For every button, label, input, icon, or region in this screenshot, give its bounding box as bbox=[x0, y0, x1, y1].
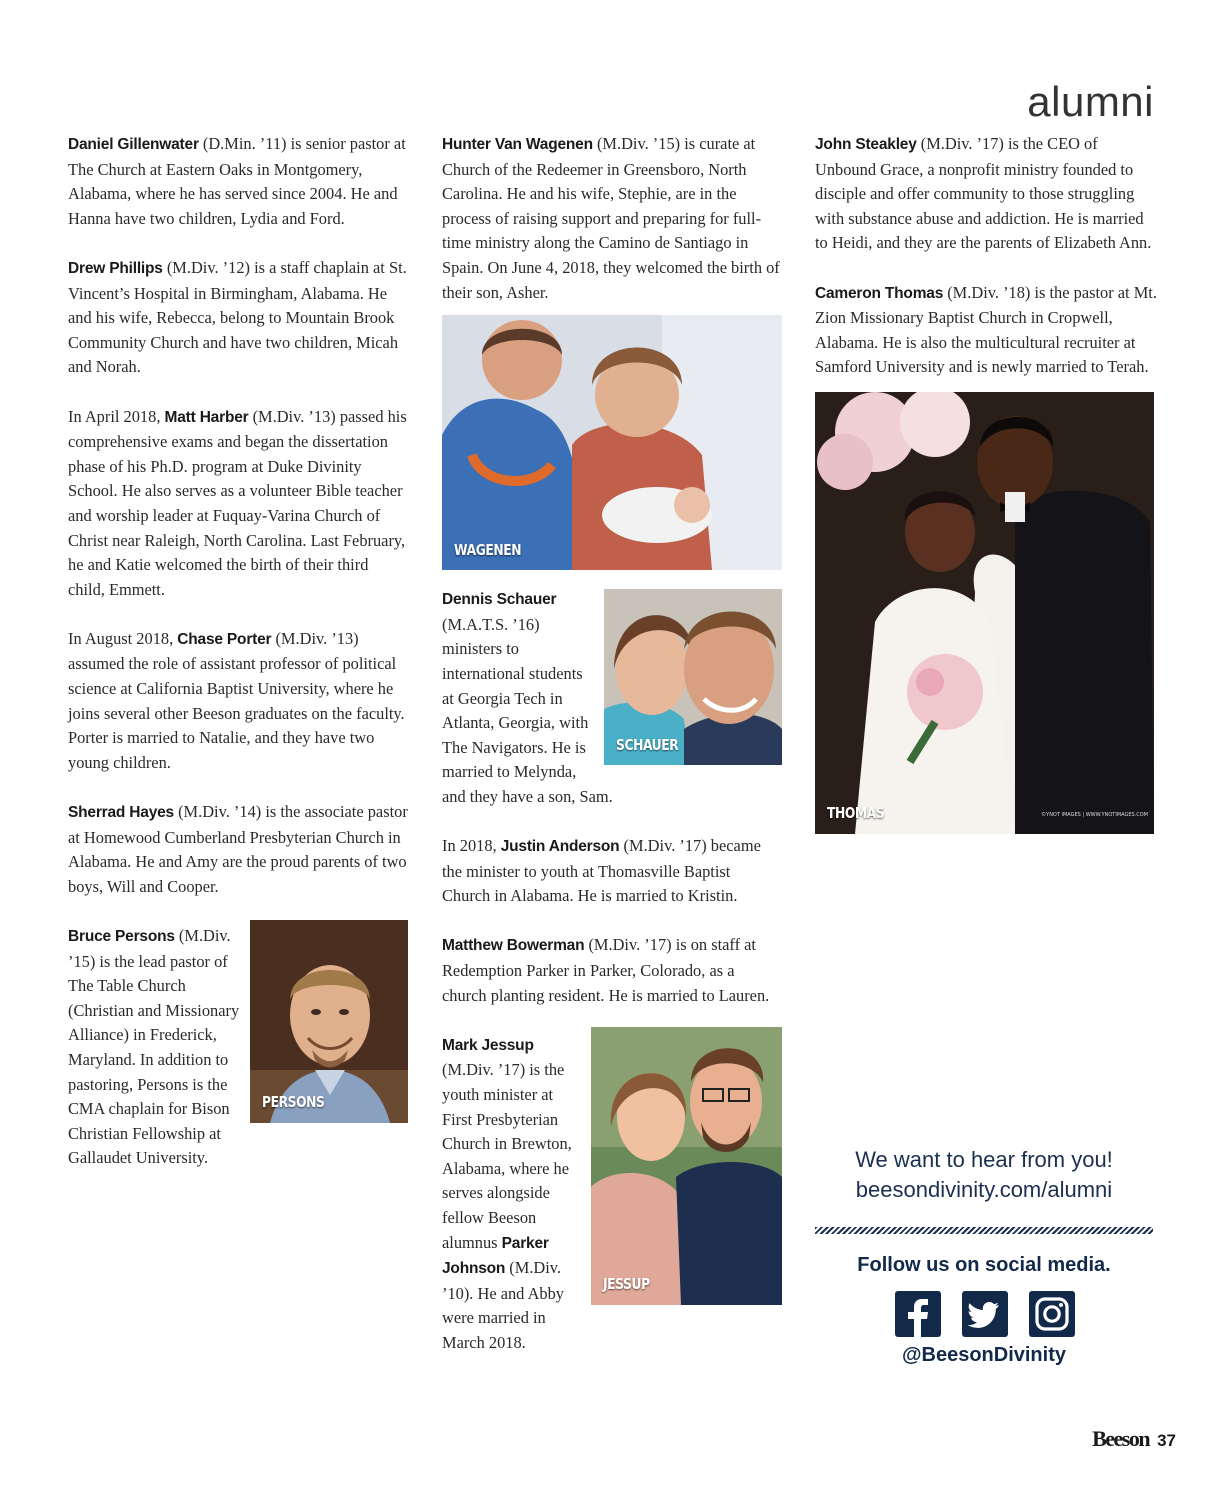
photo-caption: THOMAS bbox=[827, 804, 885, 823]
alumnus-name: Parker Johnson bbox=[442, 1234, 549, 1278]
alumnus-name: Matthew Bowerman bbox=[442, 937, 585, 955]
alumnus-name: Drew Phillips bbox=[68, 259, 163, 277]
photo-caption: SCHAUER bbox=[616, 735, 679, 754]
photo-caption: PERSONS bbox=[262, 1093, 325, 1112]
photo-persons bbox=[250, 920, 408, 1123]
hatched-divider bbox=[815, 1227, 1153, 1234]
entry-hayes bbox=[68, 800, 408, 899]
entry-text: (M.Div. ’17) is the youth minister at First Presbyterian Church in Brewton, Alabama, where he serves alongside fellow Beeson alumnus bbox=[442, 1060, 572, 1252]
entry-text: (M.Div. ’13) passed his comprehensive exams and began the dissertation phase of his Ph.D. program at Duke Divinity School. He also serves as a volunteer Bible teacher and worship leader at Fuquay-Varina Church of Christ near Raleigh, North Carolina. Last February, he and Katie welcomed the birth of their third child, Emmett. bbox=[68, 406, 407, 599]
entry-text: (M.Div. ’15) is the lead pastor of The Table Church (Christian and Missionary Alliance) in Frederick, Maryland. In addition to pastoring, Persons is the CMA chaplain for Bison Christian Fellowship at Gallaudet University. bbox=[68, 926, 240, 1168]
entry-harber bbox=[68, 405, 408, 603]
photo-thomas bbox=[815, 392, 1154, 834]
entry-wagenen bbox=[442, 132, 782, 305]
photo-credit: ©YNOT IMAGES | WWW.YNOTIMAGES.COM bbox=[1041, 812, 1148, 819]
entry-bowerman bbox=[442, 933, 782, 1008]
alumnus-name: Dennis Schauer bbox=[442, 591, 557, 609]
twitter-icon[interactable] bbox=[962, 1291, 1008, 1337]
entry-text: (M.Div. ’17) became the minister to youth at Thomasville Baptist Church in Alabama. He is married to Kristin. bbox=[442, 836, 761, 906]
social-handle[interactable]: @BeesonDivinity bbox=[902, 1344, 1066, 1366]
entry-text: (M.Div. ’10). He and Abby were married in March 2018. bbox=[442, 1258, 564, 1352]
alumnus-name: Matt Harber bbox=[164, 408, 249, 426]
photo-caption: WAGENEN bbox=[454, 540, 522, 559]
entry-text: (M.Div. ’13) assumed the role of assistant professor of political science at California Baptist University, where he joins several other Beeson graduates on the faculty. Porter is married to Natalie, and they have two young children. bbox=[68, 628, 405, 772]
instagram-icon[interactable] bbox=[1029, 1291, 1075, 1337]
alumnus-name: Justin Anderson bbox=[500, 838, 620, 856]
entry-phillips bbox=[68, 256, 408, 380]
page-number: 37 bbox=[1157, 1431, 1176, 1450]
entry-gillenwater bbox=[68, 132, 408, 231]
entry-thomas bbox=[815, 281, 1157, 380]
entry-text: (M.Div. ’15) is curate at Church of the Redeemer in Greensboro, North Carolina. He and his wife, Stephie, are in the process of raising support and preparing for full-time ministry along the Camino de Santiago in Spain. On June 4, 2018, they welcomed the birth of their son, Asher. bbox=[442, 134, 780, 302]
couple-image bbox=[591, 1027, 782, 1305]
entry-steakley bbox=[815, 132, 1157, 256]
alumnus-name: Chase Porter bbox=[177, 630, 272, 648]
column-2 bbox=[442, 132, 782, 1380]
callout-heading: We want to hear from you! bbox=[855, 1147, 1113, 1172]
entry-lead: In 2018, bbox=[442, 836, 501, 856]
follow-heading: Follow us on social media. bbox=[857, 1254, 1111, 1276]
photo-wagenen bbox=[442, 315, 782, 570]
alumnus-name: Mark Jessup bbox=[442, 1036, 534, 1054]
entry-text: (M.Div. ’17) is on staff at Redemption Parker in Parker, Colorado, as a church planting resident. He is married to Lauren. bbox=[442, 935, 770, 1005]
entry-lead: In August 2018, bbox=[68, 628, 178, 648]
feedback-callout bbox=[815, 1145, 1153, 1205]
social-icons bbox=[895, 1291, 1075, 1337]
photo-schauer bbox=[604, 589, 782, 765]
entry-lead: In April 2018, bbox=[68, 406, 165, 426]
entry-text: (M.Div. ’17) is the CEO of Unbound Grace, a nonprofit ministry founded to disciple and offer community to those struggling with substance abuse and addiction. He is married to Heidi, and they are the parents of Elizabeth Ann. bbox=[815, 134, 1152, 253]
entry-text: (D.Min. ’11) is senior pastor at The Church at Eastern Oaks in Montgomery, Alabama, where he has served since 2004. He and Hanna have two children, Lydia and Ford. bbox=[68, 134, 406, 228]
facebook-icon[interactable] bbox=[895, 1291, 941, 1337]
entry-text: (M.A.T.S. ’16) ministers to international students at Georgia Tech in Atlanta, Georgia, with The Navigators. He is married to Melynda, and they have a son, Sam. bbox=[442, 614, 613, 806]
alumnus-name: Daniel Gillenwater bbox=[68, 136, 199, 153]
alumnus-name: Cameron Thomas bbox=[815, 284, 944, 302]
alumni-link[interactable]: beesondivinity.com/alumni bbox=[855, 1177, 1113, 1202]
family-image bbox=[442, 315, 782, 570]
wedding-image bbox=[815, 392, 1154, 834]
entry-porter bbox=[68, 627, 408, 776]
alumnus-name: John Steakley bbox=[815, 136, 917, 153]
alumnus-name: Bruce Persons bbox=[68, 928, 175, 945]
entry-anderson bbox=[442, 834, 782, 909]
photo-caption: JESSUP bbox=[603, 1275, 650, 1294]
entry-text: (M.Div. ’14) is the associate pastor at Homewood Cumberland Presbyterian Church in Alabama. He and Amy are the proud parents of two boys, Will and Cooper. bbox=[68, 802, 408, 896]
alumnus-name: Sherrad Hayes bbox=[68, 804, 174, 822]
entry-text: (M.Div. ’12) is a staff chaplain at St. Vincent’s Hospital in Birmingham, Alabama. He and his wife, Rebecca, belong to Mountain Brook Community Church and have two children, Micah and Norah. bbox=[68, 257, 407, 377]
column-1 bbox=[68, 132, 408, 1196]
section-title: alumni bbox=[1027, 78, 1154, 125]
magazine-logo: Beeson bbox=[1092, 1426, 1150, 1451]
entry-text: (M.Div. ’18) is the pastor at Mt. Zion Missionary Baptist Church in Cropwell, Alabama. He is also the multicultural recruiter at Samford University and is newly married to Terah. bbox=[815, 282, 1157, 377]
photo-jessup bbox=[591, 1027, 782, 1305]
column-3 bbox=[815, 132, 1157, 834]
alumnus-name: Hunter Van Wagenen bbox=[442, 136, 593, 153]
page-footer bbox=[1092, 1426, 1176, 1452]
